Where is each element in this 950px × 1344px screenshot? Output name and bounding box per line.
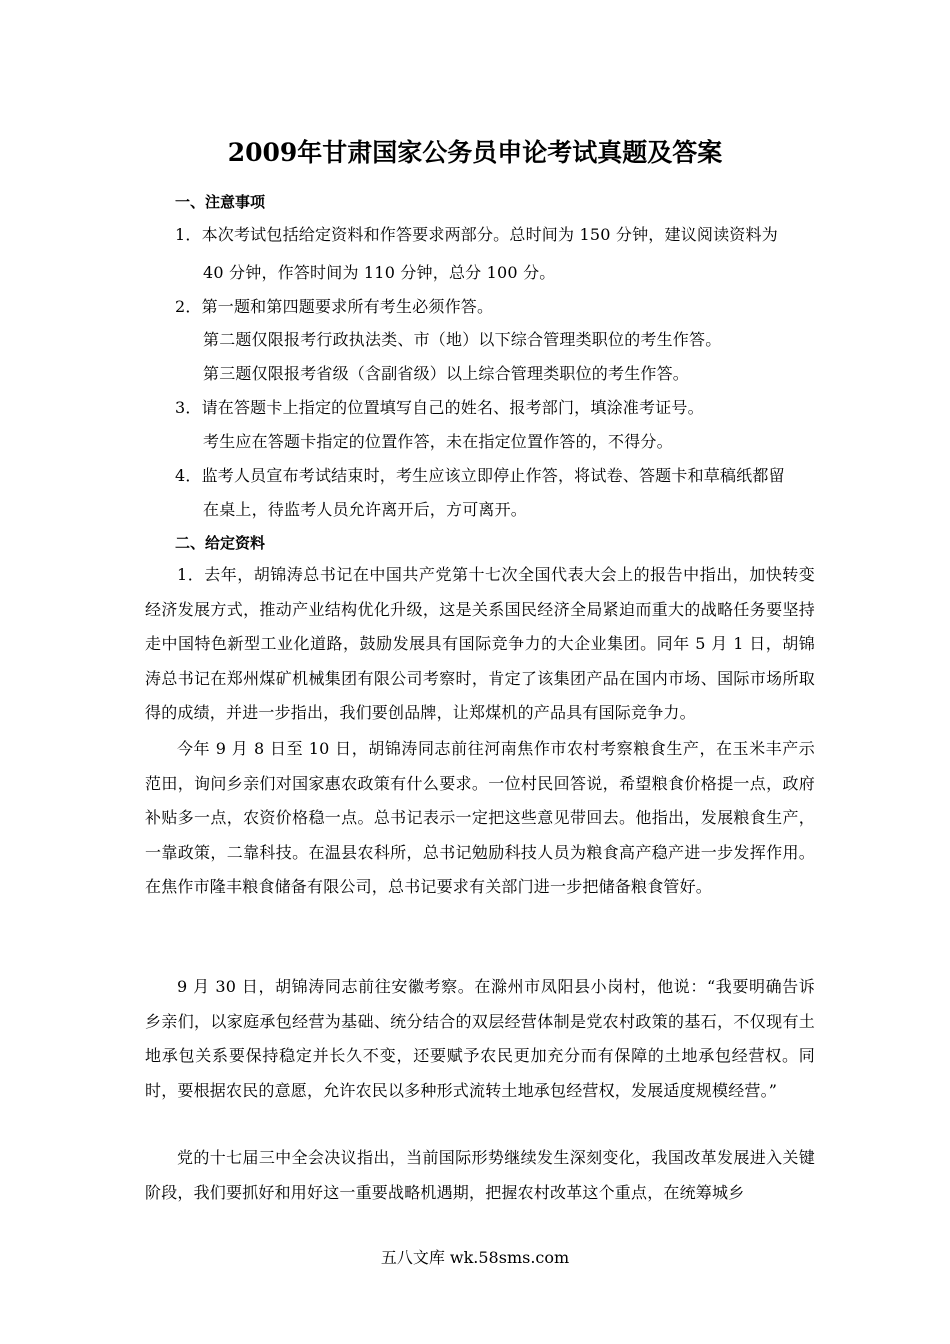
notes-line-3: 2．第一题和第四题要求所有考生必须作答。 <box>175 297 494 316</box>
notes-line-7: 考生应在答题卡指定的位置作答，未在指定位置作答的，不得分。 <box>203 432 673 451</box>
notes-line-4: 第二题仅限报考行政执法类、市（地）以下综合管理类职位的考生作答。 <box>203 330 722 349</box>
section-heading-materials: 二、给定资料 <box>175 534 266 552</box>
notes-line-5: 第三题仅限报考省级（含副省级）以上综合管理类职位的考生作答。 <box>203 364 690 383</box>
page-footer: 五八文库 wk.58sms.com <box>380 1248 570 1267</box>
material-paragraph-4: 党的十七届三中全会决议指出，当前国际形势继续发生深刻变化，我国改革发展进入关键阶段，我们要抓好和用好这一重要战略机遇期，把握农村改革这个重点，在统筹城乡 <box>145 1148 815 1202</box>
notes-line-8: 4．监考人员宣布考试结束时，考生应该立即停止作答，将试卷、答题卡和草稿纸都留 <box>175 466 785 485</box>
notes-line-1: 1．本次考试包括给定资料和作答要求两部分。总时间为 150 分钟，建议阅读资料为 <box>175 225 778 244</box>
material-paragraph-2: 今年 9 月 8 日至 10 日，胡锦涛同志前往河南焦作市农村考察粮食生产，在玉米丰产示范田，询问乡亲们对国家惠农政策有什么要求。一位村民回答说，希望粮食价格提一点，政府补贴多一点，农资价格稳一点。总书记表示一定把这些意见带回去。他指出，发展粮食生产，一靠政策，二靠科技。在温县农科所，总书记勉励科技人员为粮食高产稳产进一步发挥作用。在焦作市隆丰粮食储备有限公司，总书记要求有关部门进一步把储备粮食管好。 <box>145 739 815 897</box>
section-heading-notes: 一、注意事项 <box>175 193 266 211</box>
notes-line-9: 在桌上，待监考人员允许离开后，方可离开。 <box>203 500 528 519</box>
material-paragraph-1: 1．去年，胡锦涛总书记在中国共产党第十七次全国代表大会上的报告中指出，加快转变经济发展方式，推动产业结构优化升级，这是关系国民经济全局紧迫而重大的战略任务要坚持走中国特色新型工业化道路，鼓励发展具有国际竞争力的大企业集团。同年 5 月 1 日，胡锦涛总书记在郑州煤矿机械集团有限公司考察时，肯定了该集团产品在国内市场、国际市场所取得的成绩，并进一步指出，我们要创品牌，让郑煤机的产品具有国际竞争力。 <box>145 565 815 723</box>
document-title: 2009年甘肃国家公务员申论考试真题及答案 <box>227 138 723 167</box>
notes-line-2: 40 分钟，作答时间为 110 分钟，总分 100 分。 <box>203 263 556 282</box>
material-paragraph-3: 9 月 30 日，胡锦涛同志前往安徽考察。在滁州市凤阳县小岗村，他说：“我要明确告诉乡亲们，以家庭承包经营为基础、统分结合的双层经营体制是党农村政策的基石，不仅现有土地承包关系要保持稳定并长久不变，还要赋予农民更加充分而有保障的土地承包经营权。同时，要根据农民的意愿，允许农民以多种形式流转土地承包经营权，发展适度规模经营。” <box>145 977 815 1100</box>
notes-line-6: 3．请在答题卡上指定的位置填写自己的姓名、报考部门，填涂准考证号。 <box>175 398 704 417</box>
